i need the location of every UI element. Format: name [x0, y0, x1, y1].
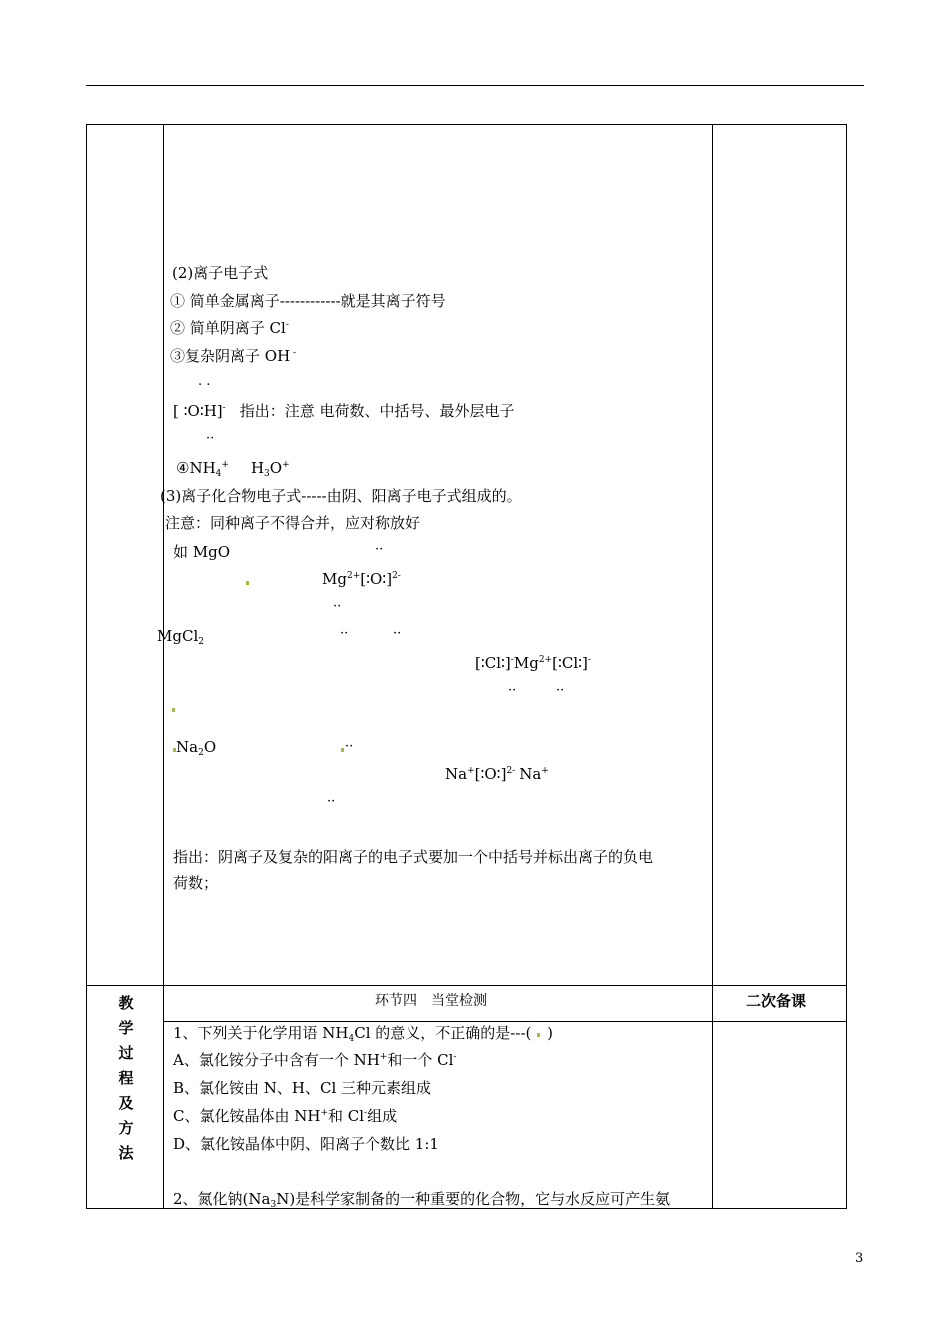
- optA-sup: +: [379, 1052, 388, 1062]
- item4-h3o-o: O: [269, 459, 283, 477]
- section-header-right: 二次备课: [746, 992, 807, 1010]
- section2-item4: [176, 459, 290, 479]
- item3-charge: -: [290, 348, 297, 358]
- optA-prefix: A、氯化铵分子中含有一个 NH: [173, 1051, 380, 1069]
- na2o-dots-bottom: ··: [327, 794, 336, 809]
- mgo-mg: Mg: [322, 570, 347, 588]
- optC-sup: +: [320, 1108, 328, 1118]
- q2-suffix: N)是科学家制备的一种重要的化合物，它与水反应可产生氨: [276, 1190, 671, 1208]
- vertical-label-char: 教: [118, 994, 134, 1012]
- mgo-o-charge: 2-: [392, 571, 401, 581]
- q2-prefix: 2、氮化钠(Na: [173, 1190, 271, 1208]
- optC-sup2: -: [364, 1108, 368, 1118]
- na2o-o-charge: 2-: [506, 766, 516, 776]
- na2o-dots-top: ··: [345, 739, 354, 754]
- table-top-border: [86, 124, 847, 125]
- item2-charge: -: [285, 320, 289, 330]
- optC-suffix: 组成: [367, 1107, 398, 1125]
- oh-dots-top: . .: [198, 374, 211, 389]
- vertical-label-char: 过: [118, 1044, 134, 1062]
- na2o-na2: Na: [519, 765, 542, 783]
- top-rule: [86, 85, 864, 86]
- vertical-label-char: 程: [118, 1069, 134, 1087]
- mgcl2-cl-b: [∶Cl∶]: [552, 654, 588, 672]
- pointout-line1: 指出：阴离子及复杂的阳离子的电子式要加一个中括号并标出离子的负电: [173, 848, 654, 866]
- item4-nh-sub: 4: [215, 469, 222, 479]
- na2o-formula: [445, 767, 549, 782]
- optC-mid: 和 Cl: [328, 1107, 365, 1125]
- q1-sub: 4: [348, 1034, 355, 1044]
- oh-formula: [ ∶O∶H]: [173, 402, 223, 420]
- item4-h3o-h: H: [250, 459, 265, 477]
- section3-note: 注意：同种离子不得合并，应对称放好: [165, 514, 421, 532]
- table-left-border: [86, 124, 87, 1209]
- question-1: [173, 1024, 553, 1044]
- table-header-divider: [163, 1021, 847, 1022]
- na2o-na2-charge: +: [541, 766, 549, 776]
- item4-nh-sup: +: [221, 460, 229, 470]
- mgcl2-dots-bottom-2: ··: [556, 683, 565, 698]
- q1-suffix: Cl 的意义，不正确的是---(: [354, 1024, 532, 1042]
- section-header-center: 环节四 当堂检测: [375, 993, 487, 1009]
- option-b: B、氯化铵由 N、H、Cl 三种元素组成: [173, 1079, 432, 1097]
- mgcl2-cl-a: [∶Cl∶]: [475, 654, 511, 672]
- table-row-divider: [86, 985, 847, 986]
- mgcl2-formula: [475, 656, 591, 671]
- pointout-line2: 荷数；: [173, 874, 219, 892]
- optA-sup2: -: [453, 1052, 457, 1062]
- mgcl2-label: [157, 627, 204, 647]
- mgo-label: 如 MgO: [173, 543, 231, 561]
- item2-text: ② 简单阴离子 Cl: [170, 319, 286, 337]
- mgcl2-dots-top-2: ··: [393, 626, 402, 641]
- mgo-mg-charge: 2+: [346, 571, 361, 581]
- item3-text: ③复杂阴离子 OH: [170, 347, 291, 365]
- item4-nh: ④NH: [176, 459, 216, 477]
- vertical-label-char: 及: [118, 1094, 134, 1112]
- section2-item3: [170, 349, 296, 364]
- oh-note: 指出：注意 电荷数、中括号、最外层电子: [239, 402, 515, 420]
- item4-h3o-sup: +: [282, 460, 290, 470]
- oh-electron-formula: [173, 404, 515, 419]
- option-c: [173, 1109, 397, 1124]
- table-col-divider-2: [712, 124, 713, 1209]
- mgo-dots-top: ··: [375, 542, 384, 557]
- na2o-na: Na: [176, 738, 199, 756]
- section2-item1: ① 简单金属离子------------就是其离子符号: [170, 292, 446, 310]
- q1-prefix: 1、下列关于化学用语 NH: [173, 1024, 349, 1042]
- section2-item2: [170, 321, 289, 336]
- vertical-label-char: 法: [118, 1144, 134, 1162]
- vertical-label-char: 学: [118, 1019, 134, 1037]
- mgcl2-cl-a-charge: -: [510, 655, 514, 665]
- mgo-o: [∶O∶]: [360, 570, 393, 588]
- mgcl2-dots-bottom-1: ··: [508, 683, 517, 698]
- na2o-o-bracket: [∶O∶]: [474, 765, 507, 783]
- na2o-na1-charge: +: [467, 766, 475, 776]
- mgcl2-cl-b-charge: -: [587, 655, 591, 665]
- optC-prefix: C、氯化铵晶体由 NH: [173, 1107, 321, 1125]
- q1-close: ): [542, 1024, 553, 1042]
- mgo-formula: [322, 572, 401, 587]
- section2-title: (2)离子电子式: [172, 264, 269, 282]
- table-right-border: [846, 124, 847, 1209]
- q2-sub: 3: [270, 1200, 277, 1210]
- oh-charge: -: [222, 403, 226, 413]
- mgcl2-sub: 2: [198, 637, 204, 647]
- mgo-dots-bottom: ··: [333, 599, 342, 614]
- na2o-sub: 2: [198, 748, 204, 758]
- item4-h3o-sub: 3: [264, 469, 270, 479]
- na2o-na1: Na: [445, 765, 468, 783]
- table-bottom-border: [86, 1208, 847, 1209]
- option-a: [173, 1053, 456, 1068]
- scan-mark: [341, 748, 344, 752]
- vertical-label-char: 方: [118, 1119, 134, 1137]
- mgcl2-text: MgCl: [157, 627, 199, 645]
- scan-mark-inline: [537, 1033, 540, 1037]
- scan-mark: [246, 581, 249, 585]
- mgcl2-mg-charge: 2+: [538, 655, 553, 665]
- table-col-divider-1: [163, 124, 164, 1209]
- section3-title: (3)离子化合物电子式-----由阴、阳离子电子式组成的。: [160, 487, 522, 505]
- option-d: D、氯化铵晶体中阴、阳离子个数比 1:1: [173, 1135, 439, 1153]
- optA-mid: 和一个 Cl: [387, 1051, 454, 1069]
- page-number: 3: [855, 1251, 864, 1266]
- question-2: [173, 1190, 671, 1210]
- mgcl2-mg: Mg: [513, 654, 539, 672]
- mgcl2-dots-top-1: ··: [340, 626, 349, 641]
- na2o-label: [176, 738, 217, 758]
- scan-mark: [172, 708, 175, 712]
- oh-dots-bottom: ··: [206, 431, 215, 446]
- na2o-o: O: [203, 738, 217, 756]
